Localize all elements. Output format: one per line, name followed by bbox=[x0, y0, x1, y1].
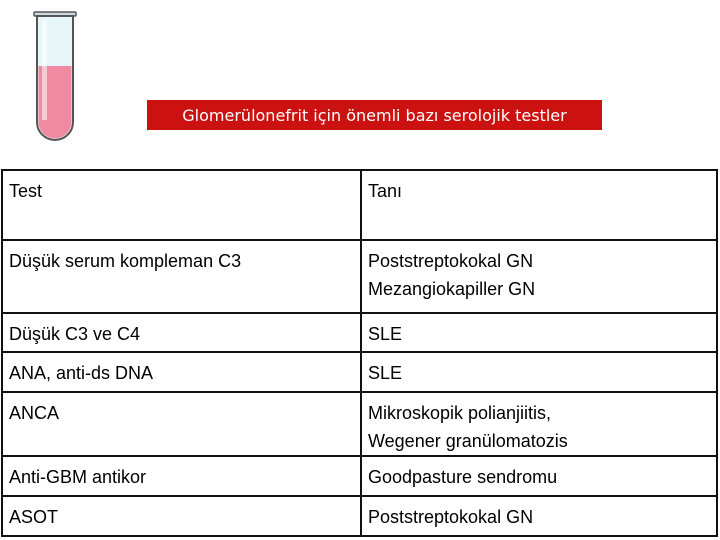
table-row bbox=[2, 352, 717, 392]
diagnosis-line: Poststreptokokal GN bbox=[368, 251, 534, 271]
table-row bbox=[2, 392, 717, 456]
diagnosis-line: Poststreptokokal GN bbox=[368, 507, 534, 527]
diagnosis-line: Goodpasture sendromu bbox=[368, 467, 558, 487]
test-cell: Anti-GBM antikor bbox=[2, 456, 361, 496]
table-row bbox=[2, 313, 717, 352]
serology-table bbox=[1, 169, 718, 537]
test-tube-image bbox=[30, 10, 80, 145]
diagnosis-line: SLE bbox=[368, 324, 403, 344]
test-cell: ASOT bbox=[2, 496, 361, 536]
table-row bbox=[2, 456, 717, 496]
test-tube-icon bbox=[30, 10, 80, 145]
test-cell: Düşük serum kompleman C3 bbox=[2, 240, 361, 313]
table-header-row bbox=[2, 170, 717, 240]
test-cell: ANCA bbox=[2, 392, 361, 456]
diagnosis-line: SLE bbox=[368, 363, 403, 383]
test-cell: ANA, anti-ds DNA bbox=[2, 352, 361, 392]
diagnosis-line: Mezangiokapiller GN bbox=[368, 279, 536, 299]
table-row bbox=[2, 496, 717, 536]
diagnosis-line: Mikroskopik polianjiitis, bbox=[368, 403, 552, 423]
page-title: Glomerülonefrit için önemli bazı serolojik testler bbox=[147, 100, 602, 130]
diagnosis-cell bbox=[361, 352, 717, 392]
test-cell: Düşük C3 ve C4 bbox=[2, 313, 361, 352]
table-row bbox=[2, 240, 717, 313]
header-diagnosis: Tanı bbox=[361, 170, 717, 240]
diagnosis-cell bbox=[361, 240, 717, 313]
header-test: Test bbox=[2, 170, 361, 240]
diagnosis-cell bbox=[361, 496, 717, 536]
diagnosis-cell bbox=[361, 313, 717, 352]
diagnosis-cell bbox=[361, 456, 717, 496]
diagnosis-cell bbox=[361, 392, 717, 456]
diagnosis-line: Wegener granülomatozis bbox=[368, 431, 568, 451]
